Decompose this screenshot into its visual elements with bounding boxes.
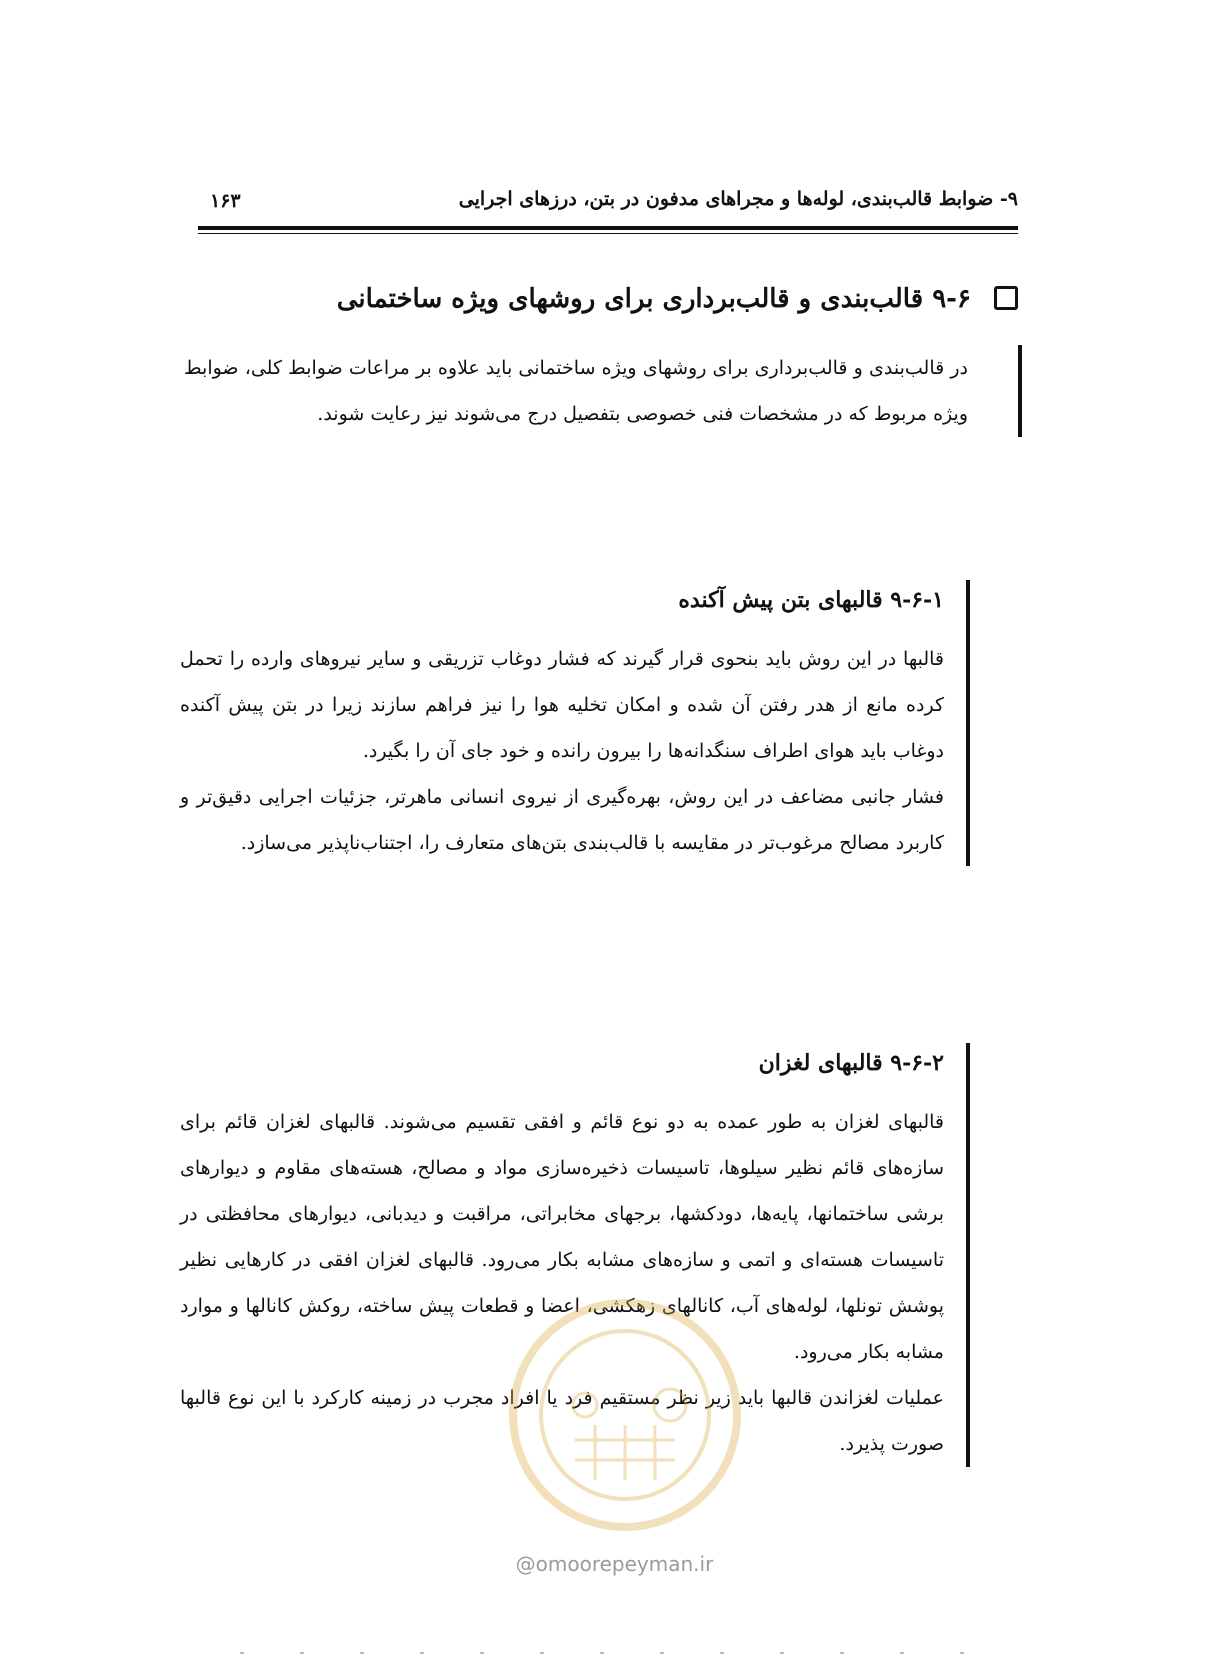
subsection-paragraph: قالبهای لغزان به طور عمده به دو نوع قائم و افقی تقسیم می‌شوند. قالبهای لغزان قائم برای سازه‌های قائم نظیر سیلوها، تاسیسات ذخیره‌سازی مواد و مصالح، هسته‌های مقاوم و دیوارهای برشی ساختمانها، پایه‌ها، دودکشها، برجهای مخابراتی، مراقبت و دیدبانی، دیوارهای محافظتی در تاسیسات هسته‌ای و اتمی و سازه‌های مشابه بکار می‌رود. قالبهای لغزان افقی در کارهایی نظیر پوشش تونلها، لوله‌های آب، کانالهای زهکشی، اعضا و قطعات پیش ساخته، روکش کانالها و موارد مشابه بکار می‌رود. [180,1111,944,1363]
subsection-paragraph: قالبها در این روش باید بنحوی قرار گیرند که فشار دوغاب تزریقی و سایر نیروهای وارده را تحمل کرده مانع از هدر رفتن آن شده و امکان تخلیه هوا را نیز فراهم سازند زیرا در بتن پیش آکنده دوغاب باید هوای اطراف سنگدانه‌ها را بیرون رانده و خود جای آن را بگیرد. [180,648,944,762]
subsection-preplaced-concrete [180,580,970,866]
section-heading [300,284,1018,314]
subsection-heading: ۹-۶-۲ قالبهای لغزان [758,1050,944,1076]
header-rule-thick [198,226,1018,230]
subsection-paragraph: عملیات لغزاندن قالبها باید زیر نظر مستقیم فرد یا افراد مجرب در زمینه کارکرد با این نوع قالبها صورت پذیرد. [180,1387,944,1455]
chapter-title: ۹- ضوابط قالب‌بندی، لوله‌ها و مجراهای مدفون در بتن، درزهای اجرایی [458,188,1018,210]
page-number: ۱۶۳ [210,190,241,212]
subsection-heading: ۹-۶-۱ قالبهای بتن پیش آکنده [678,587,944,613]
section-heading-text: ۹-۶ قالب‌بندی و قالب‌برداری برای روشهای ویژه ساختمانی [336,284,971,314]
subsection-slipforms [180,1043,970,1467]
section-paragraph: در قالب‌بندی و قالب‌برداری برای روشهای ویژه ساختمانی باید علاوه بر مراعات ضوابط کلی، ضوابط ویژه مربوط که در مشخصات فنی خصوصی بتفصیل درج می‌شوند نیز رعایت شوند. [184,357,968,425]
running-header [198,188,1018,218]
page-bottom-marks [240,1652,1000,1654]
header-rule-thin [198,233,1018,234]
watermark-text: @omoorepeyman.ir [515,1552,714,1576]
square-bullet-icon [994,286,1018,310]
subsection-paragraph: فشار جانبی مضاعف در این روش، بهره‌گیری از نیروی انسانی ماهرتر، جزئیات اجرایی دقیق‌تر و کاربرد مصالح مرغوب‌تر در مقایسه با قالب‌بندی بتن‌های متعارف را، اجتناب‌ناپذیر می‌سازد. [180,786,944,854]
section-intro-block [184,345,1022,437]
